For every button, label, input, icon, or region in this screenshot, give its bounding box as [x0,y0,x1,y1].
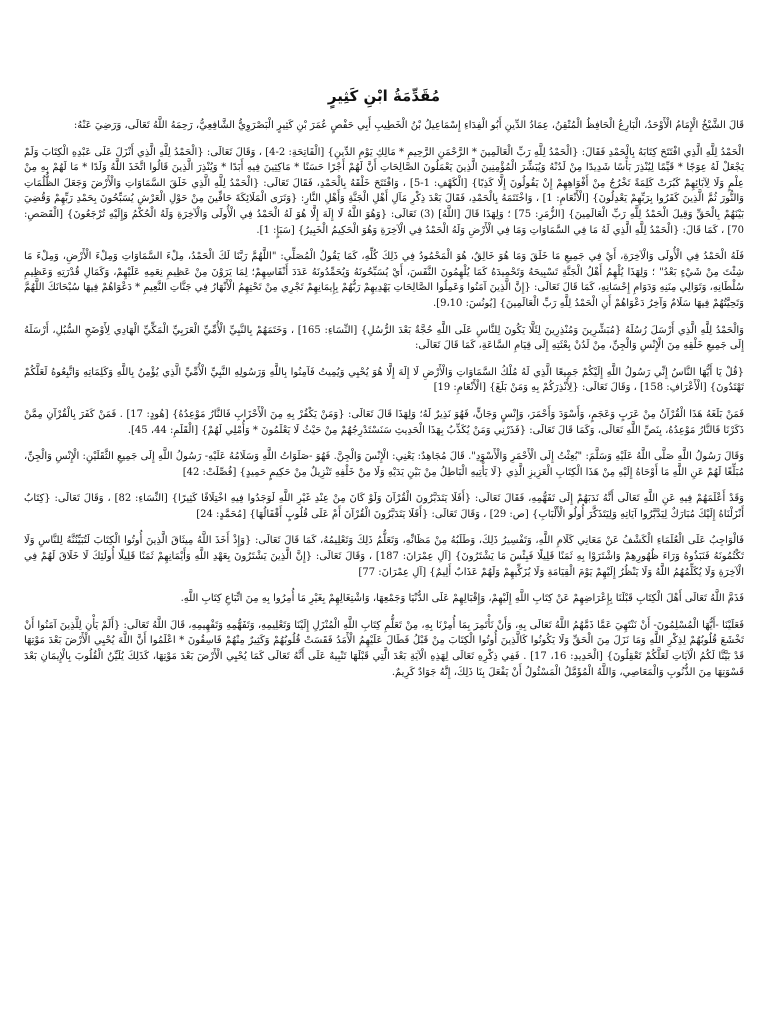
document-page [24,20,744,1010]
paragraph-hamd: الْحَمْدُ لِلَّهِ الَّذِي افْتَتَحَ كِتَابَهُ بِالْحَمْدِ فَقَالَ: {الْحَمْدُ لِلَّهِ رَبِّ الْعَالَمِينَ * الرَّحْمَنِ الرَّحِيمِ * مَالِكِ يَوْمِ الدِّينِ} [الْفَاتِحَةِ: 2-4] ، وَقَالَ تَعَالَى: {الْحَمْدُ لِلَّهِ الَّذِي أَنْزَلَ عَلَى عَبْدِهِ الْكِتَابَ وَلَمْ يَجْعَلْ لَهُ عِوَجًا * قَيِّمًا لِيُنْذِرَ بَأْسًا شَدِيدًا مِنْ لَدُنْهُ وَيُبَشِّرَ الْمُؤْمِنِينَ الَّذِينَ يَعْمَلُونَ الصَّالِحَاتِ أَنَّ لَهُمْ أَجْرًا حَسَنًا * مَاكِثِينَ فِيهِ أَبَدًا * وَيُنْذِرَ الَّذِينَ قَالُوا اتَّخَذَ اللَّهُ وَلَدًا * مَا لَهُمْ بِهِ مِنْ عِلْمٍ وَلَا لِآبَائِهِمْ كَبُرَتْ كَلِمَةً تَخْرُجُ مِنْ أَفْوَاهِهِمْ إِنْ يَقُولُونَ إِلَّا كَذِبًا} [الْكَهْفِ: 1-5] ، وَافْتَتَحَ خَلْقَهُ بِالْحَمْدِ، فَقَالَ تَعَالَى: {الْحَمْدُ لِلَّهِ الَّذِي خَلَقَ السَّمَاوَاتِ وَالْأَرْضَ وَجَعَلَ الظُّلُمَاتِ وَالنُّورَ ثُمَّ الَّذِينَ كَفَرُوا بِرَبِّهِمْ يَعْدِلُونَ} [الْأَنْعَامِ: 1] ، وَاخْتَتَمَهُ بِالْحَمْدِ، فَقَالَ بَعْدَ ذِكْرِ مَآلِ أَهْلِ الْجَنَّةِ وَأَهْلِ النَّارِ: {وَتَرَى الْمَلَائِكَةَ حَافِّينَ مِنْ حَوْلِ الْعَرْشِ يُسَبِّحُونَ بِحَمْدِ رَبِّهِمْ وَقُضِيَ بَيْنَهُمْ بِالْحَقِّ وَقِيلَ الْحَمْدُ لِلَّهِ رَبِّ الْعَالَمِينَ} [الزُّمَرِ: 75] ؛ وَلِهَذَا قَالَ [اللَّهُ] (3) تَعَالَى: {وَهُوَ اللَّهُ لَا إِلَهَ إِلَّا هُوَ لَهُ الْحَمْدُ فِي الْأُولَى وَالْآخِرَةِ وَلَهُ الْحُكْمُ وَإِلَيْهِ تُرْجَعُونَ} [الْقَصَصِ: 70] ، كَمَا قَالَ: {الْحَمْدُ لِلَّهِ الَّذِي لَهُ مَا فِي السَّمَاوَاتِ وَمَا فِي الْأَرْضِ وَلَهُ الْحَمْدُ فِي الْآخِرَةِ وَهُوَ الْحَكِيمُ الْخَبِيرُ} [سَبَإٍ: 1]. [24,146,744,236]
paragraph-warning: فَمَنْ بَلَغَهُ هَذَا الْقُرْآنُ مِنْ عَرَبٍ وَعَجَمٍ، وَأَسْوَدَ وَأَحْمَرَ، وَإِنْسٍ وَجَانٍّ، فَهُوَ نَذِيرٌ لَهُ؛ وَلِهَذَا قَالَ تَعَالَى: {وَمَنْ يَكْفُرْ بِهِ مِنَ الْأَحْزَابِ فَالنَّارُ مَوْعِدُهُ} [هُودٍ: 17] . فَمَنْ كَفَرَ بِالْقُرْآنِ مِمَّنْ ذَكَرْنَا فَالنَّارُ مَوْعِدُهُ، بِنَصِّ اللَّهِ تَعَالَى، وَكَمَا قَالَ تَعَالَى: {فَذَرْنِي وَمَنْ يُكَذِّبُ بِهَذَا الْحَدِيثِ سَنَسْتَدْرِجُهُمْ مِنْ حَيْثُ لَا يَعْلَمُونَ * وَأُمْلِي لَهُمْ} [الْقَلَمِ: 44، 45]. [24,408,744,436]
paragraph-messengers: وَالْحَمْدُ لِلَّهِ الَّذِي أَرْسَلَ رُسُلَهُ {مُبَشِّرِينَ وَمُنْذِرِينَ لِئَلَّا يَكُونَ لِلنَّاسِ عَلَى اللَّهِ حُجَّةٌ بَعْدَ الرُّسُلِ} [النِّسَاءِ: 165] ، وَخَتَمَهُمْ بِالنَّبِيِّ الْأُمِّيِّ الْعَرَبِيِّ الْمَكِّيِّ الْهَادِي لِأَوْضَحِ السُّبُلِ، أَرْسَلَهُ إِلَى جَمِيعِ خَلْقِهِ مِنَ الْإِنْسِ وَالْجِنِّ، مِنْ لَدُنْ بِعْثَتِهِ إِلَى قِيَامِ السَّاعَةِ، كَمَا قَالَ تَعَالَى: [24,324,744,352]
paragraph-people-of-book: فَذَمَّ اللَّهُ تَعَالَى أَهْلَ الْكِتَابِ قَبْلَنَا بِإِعْرَاضِهِمْ عَنْ كِتَابِ اللَّهِ إِلَيْهِمْ، وَإِقْبَالِهِمْ عَلَى الدُّنْيَا وَجَمْعِهَا، وَاشْتِغَالِهِمْ بِغَيْرِ مَا أُمِرُوا بِهِ مِنَ اتِّبَاعِ كِتَابِ اللَّهِ. [180,593,744,605]
document-title: مُقَدِّمَةُ ابْنِ كَثِيرٍ [327,87,441,105]
paragraph-muslims-duty: فَعَلَيْنَا -أَيُّهَا الْمُسْلِمُونَ- أَنْ نَنْتَهِيَ عَمَّا ذَمَّهُمُ اللَّهُ تَعَالَى بِهِ، وَأَنْ نَأْتَمِرَ بِمَا أُمِرْنَا بِهِ، مِنْ تَعَلُّمِ كِتَابِ اللَّهِ الْمُنْزَلِ إِلَيْنَا وَتَعْلِيمِهِ، وَتَفَهُّمِهِ وَتَفْهِيمِهِ، قَالَ اللَّهُ تَعَالَى: {أَلَمْ يَأْنِ لِلَّذِينَ آمَنُوا أَنْ تَخْشَعَ قُلُوبُهُمْ لِذِكْرِ اللَّهِ وَمَا نَزَلَ مِنَ الْحَقِّ وَلَا يَكُونُوا كَالَّذِينَ أُوتُوا الْكِتَابَ مِنْ قَبْلُ فَطَالَ عَلَيْهِمُ الْأَمَدُ فَقَسَتْ قُلُوبُهُمْ وَكَثِيرٌ مِنْهُمْ فَاسِقُونَ * اعْلَمُوا أَنَّ اللَّهَ يُحْيِي الْأَرْضَ بَعْدَ مَوْتِهَا قَدْ بَيَّنَّا لَكُمُ الْآيَاتِ لَعَلَّكُمْ تَعْقِلُونَ} [الْحَدِيدِ: 16، 17] . فَفِي ذِكْرِهِ تَعَالَى لِهَذِهِ الْآيَةِ بَعْدَ الَّتِي قَبْلَهَا تَنْبِيهٌ عَلَى أَنَّهُ تَعَالَى كَمَا يُحْيِي الْأَرْضَ بَعْدَ مَوْتِهَا، كَذَلِكَ يُلَيِّنُ الْقُلُوبَ بِالْإِيمَانِ بَعْدَ قَسْوَتِهَا مِنَ الذُّنُوبِ وَالْمَعَاصِي، وَاللَّهُ الْمُؤَمَّلُ الْمَسْئُولُ أَنْ يَفْعَلَ بِنَا ذَلِكَ، إِنَّهُ جَوَادٌ كَرِيمٌ. [24,619,744,678]
paragraph-author-intro: قَالَ الشَّيْخُ الْإِمَامُ الْأَوْحَدُ، الْبَارِعُ الْحَافِظُ الْمُتْقِنُ، عِمَادُ الدِّينِ أَبُو الْفِدَاءِ إِسْمَاعِيلُ بْنُ الْخَطِيبِ أَبِي حَفْصٍ عُمَرَ بْنِ كَثِيرٍ الْبَصْرَوِيُّ الشَّافِعِيُّ، رَحِمَهُ اللَّهُ تَعَالَى، وَرَضِيَ عَنْهُ: [73,120,744,131]
paragraph-quran-all-people: {قُلْ يَا أَيُّهَا النَّاسُ إِنِّي رَسُولُ اللَّهِ إِلَيْكُمْ جَمِيعًا الَّذِي لَهُ مُلْكُ السَّمَاوَاتِ وَالْأَرْضِ لَا إِلَهَ إِلَّا هُوَ يُحْيِي وَيُمِيتُ فَآمِنُوا بِاللَّهِ وَرَسُولِهِ النَّبِيِّ الْأُمِّيِّ الَّذِي يُؤْمِنُ بِاللَّهِ وَكَلِمَاتِهِ وَاتَّبِعُوهُ لَعَلَّكُمْ تَهْتَدُونَ} [الْأَعْرَافِ: 158] ، وَقَالَ تَعَالَى: {لِأُنْذِرَكُمْ بِهِ وَمَنْ بَلَغَ} [الْأَنْعَامِ: 19] [24,366,744,394]
paragraph-scholars-duty: فَالْوَاجِبُ عَلَى الْعُلَمَاءِ الْكَشْفُ عَنْ مَعَانِي كَلَامِ اللَّهِ، وَتَفْسِيرُ ذَلِكَ، وَطَلَبُهُ مِنْ مَظَانِّهِ، وَتَعَلُّمُ ذَلِكَ وَتَعْلِيمُهُ، كَمَا قَالَ تَعَالَى: {وَإِذْ أَخَذَ اللَّهُ مِيثَاقَ الَّذِينَ أُوتُوا الْكِتَابَ لَتُبَيِّنُنَّهُ لِلنَّاسِ وَلَا تَكْتُمُونَهُ فَنَبَذُوهُ وَرَاءَ ظُهُورِهِمْ وَاشْتَرَوْا بِهِ ثَمَنًا قَلِيلًا فَبِئْسَ مَا يَشْتَرُونَ} [آلِ عِمْرَانَ: 187] ، وَقَالَ تَعَالَى: {إِنَّ الَّذِينَ يَشْتَرُونَ بِعَهْدِ اللَّهِ وَأَيْمَانِهِمْ ثَمَنًا قَلِيلًا أُولَئِكَ لَا خَلَاقَ لَهُمْ فِي الْآخِرَةِ وَلَا يُكَلِّمُهُمُ اللَّهُ وَلَا يَنْظُرُ إِلَيْهِمْ يَوْمَ الْقِيَامَةِ وَلَا يُزَكِّيهِمْ وَلَهُمْ عَذَابٌ أَلِيمٌ} [آلِ عِمْرَانَ: 77] [24,535,744,578]
paragraph-reflection: وَقَدْ أَعْلَمَهُمْ فِيهِ عَنِ اللَّهِ تَعَالَى أَنَّهُ نَدَبَهُمْ إِلَى تَفَهُّمِهِ، فَقَالَ تَعَالَى: {أَفَلَا يَتَدَبَّرُونَ الْقُرْآنَ وَلَوْ كَانَ مِنْ عِنْدِ غَيْرِ اللَّهِ لَوَجَدُوا فِيهِ اخْتِلَافًا كَثِيرًا} [النِّسَاءِ: 82] ، وَقَالَ تَعَالَى: {كِتَابٌ أَنْزَلْنَاهُ إِلَيْكَ مُبَارَكٌ لِيَدَّبَّرُوا آيَاتِهِ وَلِيَتَذَكَّرَ أُولُو الْأَلْبَابِ} [ص: 29] ، وَقَالَ تَعَالَى: {أَفَلَا يَتَدَبَّرُونَ الْقُرْآنَ أَمْ عَلَى قُلُوبٍ أَقْفَالُهَا} [مُحَمَّدٍ: 24] [24,493,744,520]
paragraph-hamd-explained: فَلَهُ الْحَمْدُ فِي الْأُولَى وَالْآخِرَةِ، أَيْ فِي جَمِيعِ مَا خَلَقَ وَمَا هُوَ خَالِقٌ، هُوَ الْمَحْمُودُ فِي ذَلِكَ كُلِّهِ، كَمَا يَقُولُ الْمُصَلِّي: "اللَّهُمَّ رَبَّنَا لَكَ الْحَمْدُ، مِلْءَ السَّمَاوَاتِ وَمِلْءَ الْأَرْضِ، وَمِلْءَ مَا شِئْتَ مِنْ شَيْءٍ بَعْدُ" ؛ وَلِهَذَا يُلْهِمُ أَهْلُ الْجَنَّةِ تَسْبِيحَهُ وَتَحْمِيدَهُ كَمَا يُلْهِمُونَ النَّفَسَ، أَيْ يُسَبِّحُونَهُ وَيُحَمِّدُونَهُ عَدَدَ أَنْفَاسِهِمْ؛ لِمَا يَرَوْنَ مِنْ عَظِيمِ نِعَمِهِ عَلَيْهِمْ، وَكَمَالِ قُدْرَتِهِ وَعَظِيمِ سُلْطَانِهِ، وَتَوَالِي مِنَنِهِ وَدَوَامِ إِحْسَانِهِ، كَمَا قَالَ تَعَالَى: {إِنَّ الَّذِينَ آمَنُوا وَعَمِلُوا الصَّالِحَاتِ يَهْدِيهِمْ رَبُّهُمْ بِإِيمَانِهِمْ تَجْرِي مِنْ تَحْتِهِمُ الْأَنْهَارُ فِي جَنَّاتِ النَّعِيمِ * دَعْوَاهُمْ فِيهَا سُبْحَانَكَ اللَّهُمَّ وَتَحِيَّتُهُمْ فِيهَا سَلَامٌ وَآخِرُ دَعْوَاهُمْ أَنِ الْحَمْدُ لِلَّهِ رَبِّ الْعَالَمِينَ} [يُونُسَ: 9،10]. [24,251,744,309]
paragraph-hadith: وَقَالَ رَسُولُ اللَّهِ صَلَّى اللَّهُ عَلَيْهِ وَسَلَّمَ: "بُعِثْتُ إِلَى الْأَحْمَرِ وَالْأَسْوَدِ". قَالَ مُجَاهِدٌ: يَعْنِي: الْإِنْسَ وَالْجِنَّ. فَهُوَ -صَلَوَاتُ اللَّهِ وَسَلَامُهُ عَلَيْهِ- رَسُولُ اللَّهِ إِلَى جَمِيعِ الثَّقَلَيْنِ: الْإِنْسِ وَالْجِنِّ، مُبَلِّغًا لَهُمْ عَنِ اللَّهِ مَا أَوْحَاهُ إِلَيْهِ مِنْ هَذَا الْكِتَابِ الْعَزِيزِ الَّذِي {لَا يَأْتِيهِ الْبَاطِلُ مِنْ بَيْنِ يَدَيْهِ وَلَا مِنْ خَلْفِهِ تَنْزِيلٌ مِنْ حَكِيمٍ حَمِيدٍ} [فُصِّلَتْ: 42] [24,451,744,478]
